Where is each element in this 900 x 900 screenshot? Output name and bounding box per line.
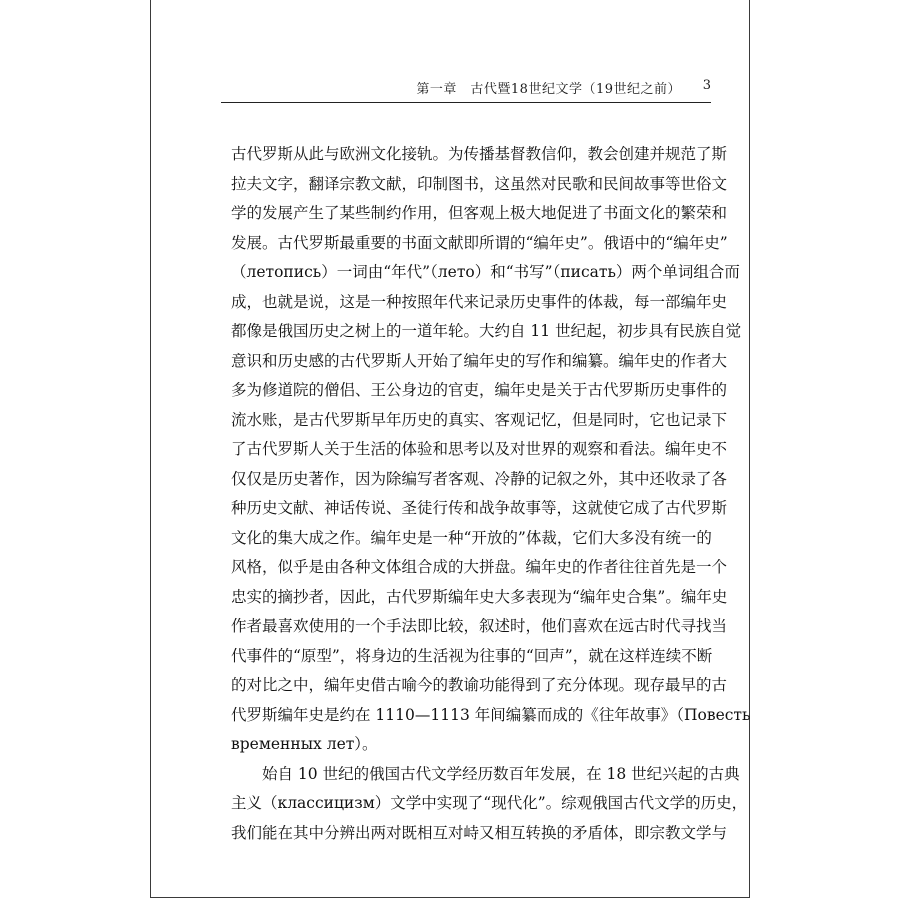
text-line: （летопись）一词由“年代”（лето）和“书写”（писать）两个单词组合而	[231, 263, 740, 281]
text-line: 代事件的“原型”，将身边的生活视为往事的“回声”，就在这样连续不断	[231, 646, 713, 665]
text-line: временных лет）。	[231, 735, 378, 753]
text-line: 始自 10 世纪的俄国古代文学经历数百年发展，在 18 世纪兴起的古典	[262, 764, 740, 783]
paragraph-2	[231, 760, 748, 849]
text-line: 文化的集大成之作。编年史是一种“开放的”体裁，它们大多没有统一的	[231, 528, 712, 547]
chapter-title: 第一章 古代暨18世纪文学（19世纪之前）	[416, 82, 681, 97]
text-line: 都像是俄国历史之树上的一道年轮。大约自 11 世纪起，初步具有民族自觉	[231, 322, 742, 340]
text-line: 学的发展产生了某些制约作用，但客观上极大地促进了书面文化的繁荣和	[231, 204, 728, 222]
book-page	[150, 0, 750, 898]
text-line: 拉夫文字，翻译宗教文献，印制图书，这虽然对民歌和民间故事等世俗文	[231, 174, 728, 193]
text-line: 成，也就是说，这是一种按照年代来记录历史事件的体裁，每一部编年史	[231, 292, 728, 311]
text-line: 我们能在其中分辨出两对既相互对峙又相互转换的矛盾体，即宗教文学与	[231, 823, 728, 842]
header-rule	[221, 102, 711, 103]
text-line: 多为修道院的僧侣、王公身边的官吏，编年史是关于古代罗斯历史事件的	[231, 381, 728, 399]
text-line: 古代罗斯从此与欧洲文化接轨。为传播基督教信仰，教会创建并规范了斯	[231, 145, 728, 163]
text-line: 代罗斯编年史是约在 1110—1113 年间编纂而成的《往年故事》（Повесть	[231, 705, 751, 724]
text-line: 流水账，是古代罗斯早年历史的真实、客观记忆，但是同时，它也记录下	[231, 410, 728, 429]
text-line: 主义（классицизм）文学中实现了“现代化”。综观俄国古代文学的历史，	[231, 794, 748, 812]
text-line: 意识和历史感的古代罗斯人开始了编年史的写作和编纂。编年史的作者大	[231, 351, 728, 370]
text-line: 忠实的摘抄者，因此，古代罗斯编年史大多表现为“编年史合集”。编年史	[231, 587, 728, 606]
text-line: 的对比之中，编年史借古喻今的教谕功能得到了充分体现。现存最早的古	[231, 676, 728, 694]
text-line: 风格，似乎是由各种文体组合成的大拼盘。编年史的作者往往首先是一个	[231, 558, 728, 576]
running-head	[211, 78, 711, 100]
page-number: 3	[702, 78, 711, 93]
text-line: 种历史文献、神话传说、圣徒行传和战争故事等，这就使它成了古代罗斯	[231, 499, 728, 517]
body-text	[231, 140, 751, 848]
text-line: 仅仅是历史著作，因为除编写者客观、冷静的记叙之外，其中还收录了各	[231, 469, 728, 488]
text-line: 发展。古代罗斯最重要的书面文献即所谓的“编年史”。俄语中的“编年史”	[231, 233, 728, 252]
text-line: 了古代罗斯人关于生活的体验和思考以及对世界的观察和看法。编年史不	[231, 440, 728, 458]
paragraph-1	[231, 140, 751, 760]
text-line: 作者最喜欢使用的一个手法即比较，叙述时，他们喜欢在远古时代寻找当	[231, 617, 728, 635]
